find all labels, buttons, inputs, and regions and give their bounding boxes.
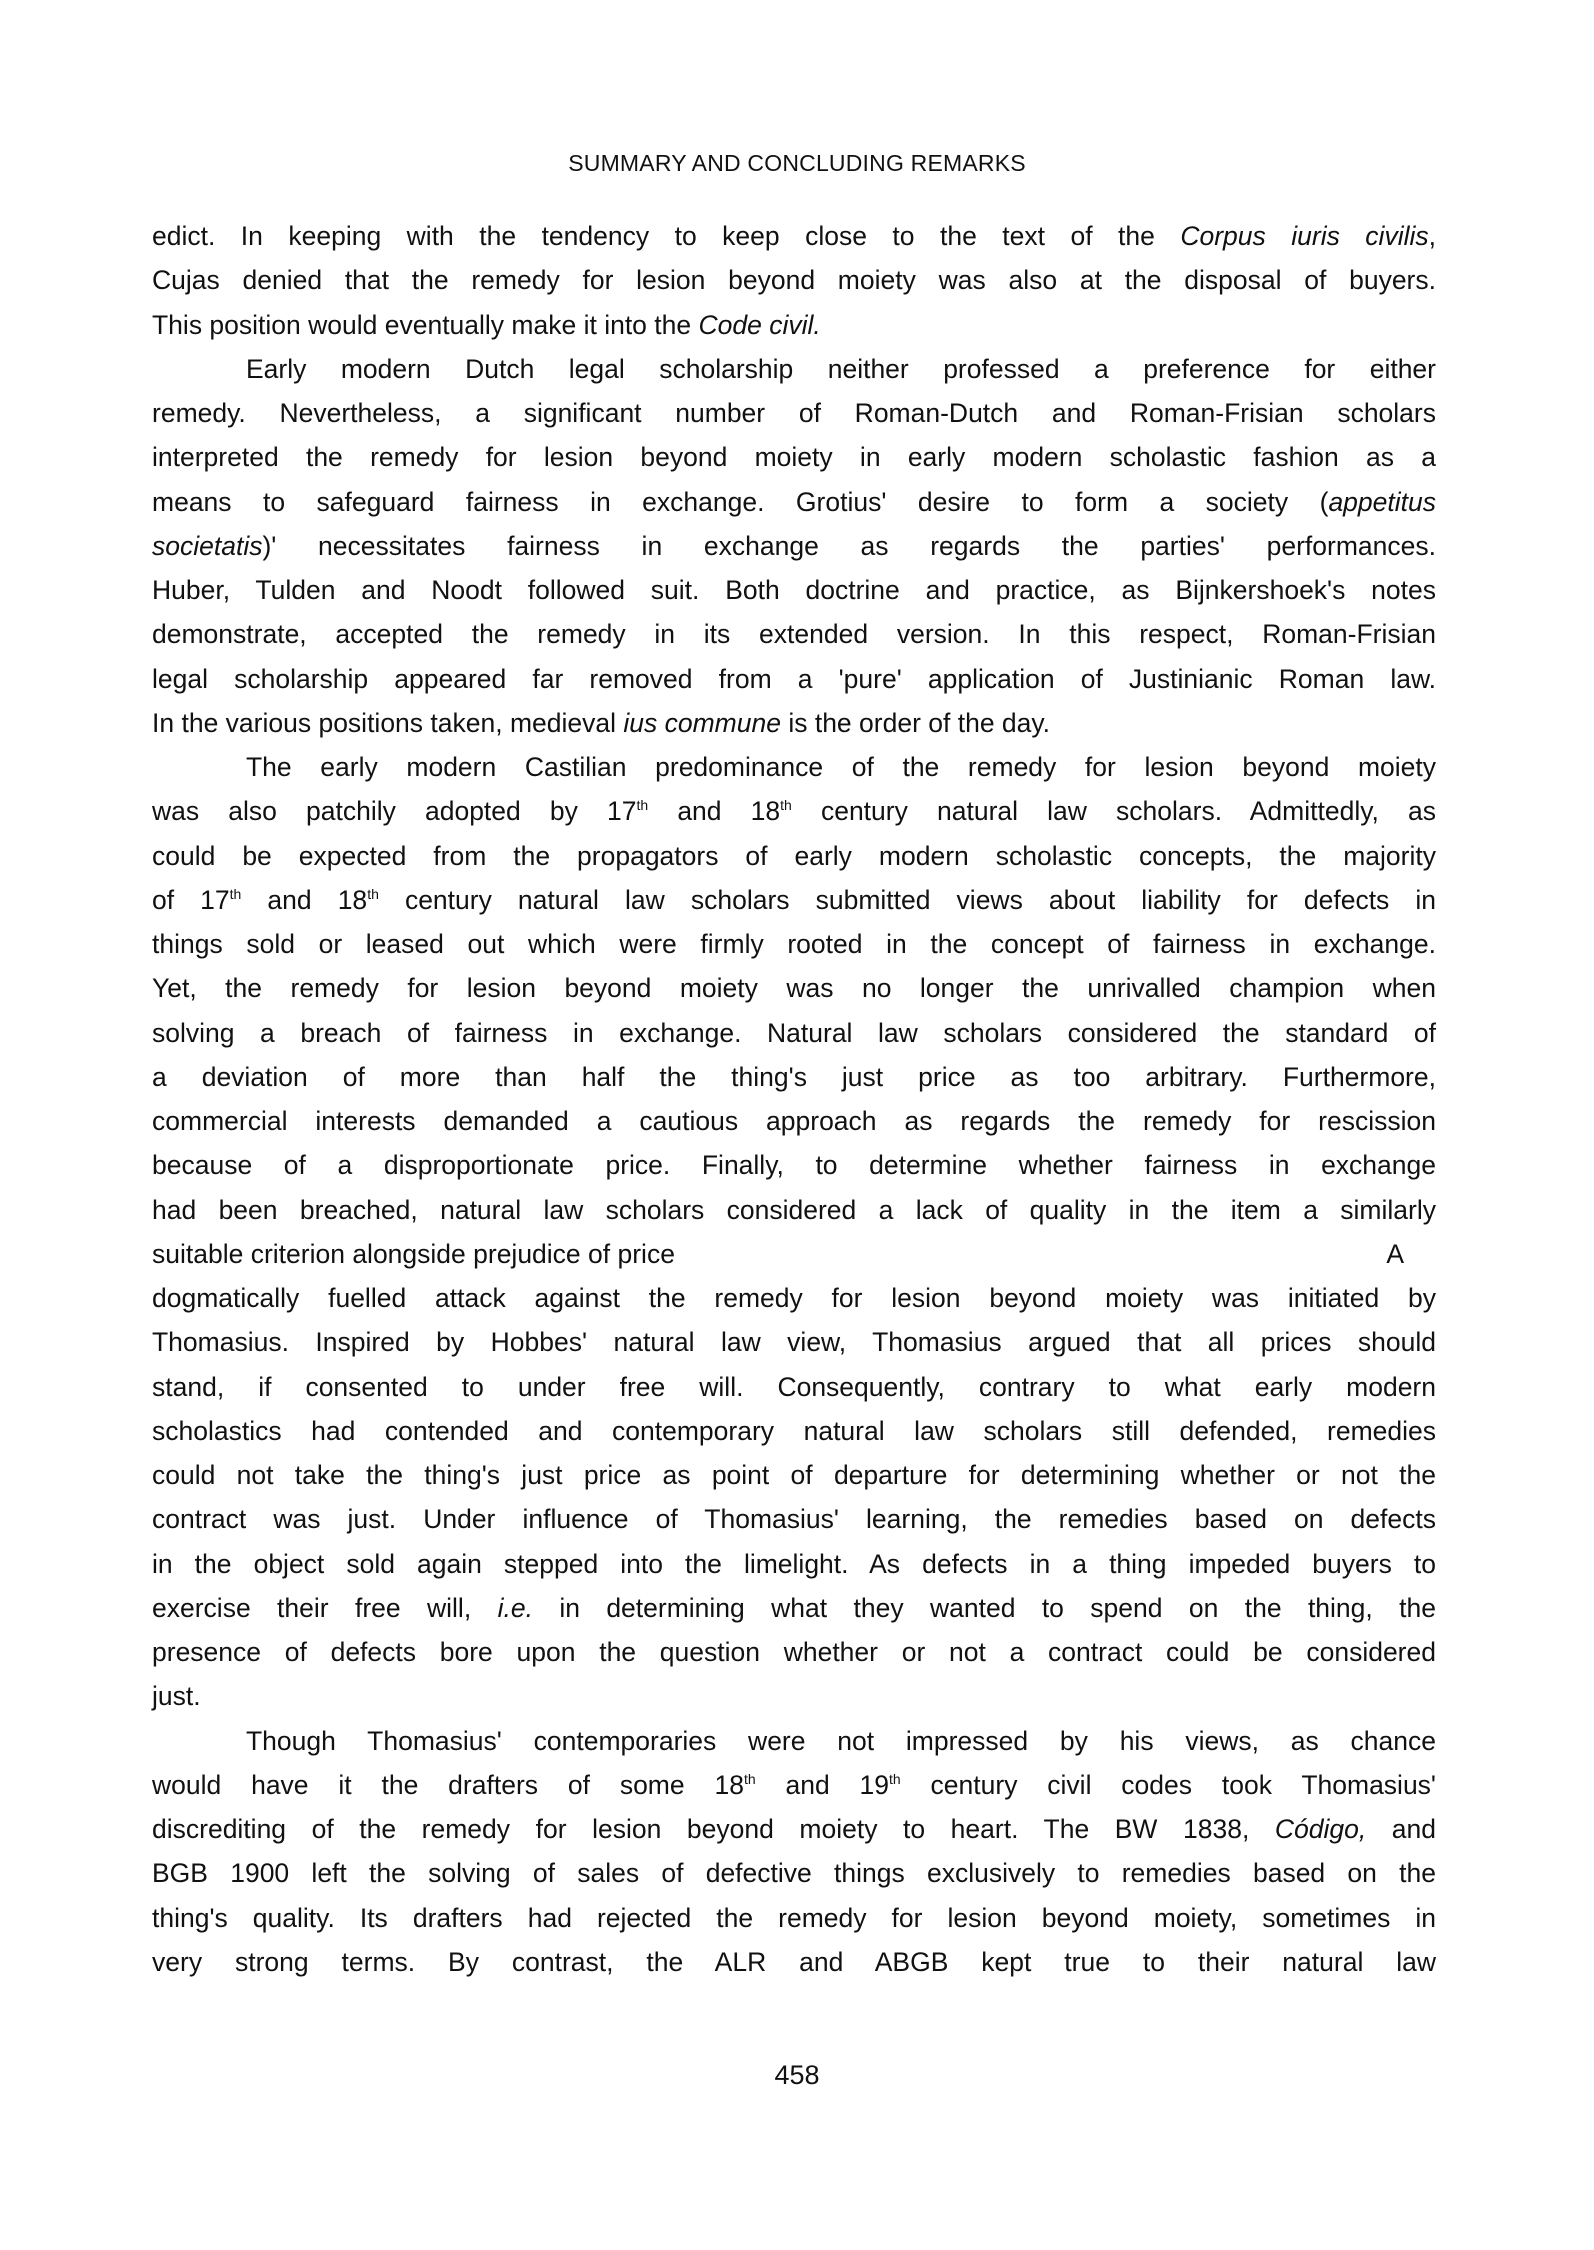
text-run: This position would eventually make it into the [152, 309, 699, 340]
text-run: scholastics had contended and contemporary natural law scholars still defended, remedies [152, 1415, 1436, 1446]
text-run: century natural law scholars submitted views about liability for defects in [378, 884, 1436, 915]
page-number: 458 [774, 2060, 820, 2090]
text-line [152, 1453, 1436, 1497]
text-line [152, 214, 1436, 258]
text-run: could not take the thing's just price as point of departure for determining whether or not the [152, 1460, 1436, 1490]
text-line [152, 1188, 1436, 1232]
text-run: just. [152, 1681, 201, 1712]
text-run: Cujas denied that the remedy for lesion beyond moiety was also at the disposal of buyers. [152, 265, 1436, 296]
superscript: th [743, 1770, 756, 1787]
text-run: The early modern Castilian predominance of the remedy for lesion beyond moiety [246, 752, 1436, 782]
text-run: Early modern Dutch legal scholarship neither professed a preference for either [246, 353, 1436, 384]
text-line [152, 1276, 1436, 1320]
text-line [152, 1851, 1436, 1895]
text-run: Yet, the remedy for lesion beyond moiety was no longer the unrivalled champion when [152, 973, 1436, 1004]
text-run: could be expected from the propagators of early modern scholastic concepts, the majority [152, 840, 1436, 871]
text-line [152, 745, 1436, 789]
body-text [152, 214, 1436, 1984]
text-line [152, 1719, 1436, 1763]
text-run: , [1428, 221, 1436, 251]
text-line [152, 568, 1436, 612]
text-run: A [1386, 1238, 1404, 1269]
text-run: solving a breach of fairness in exchange. Natural law scholars considered the standard of [152, 1017, 1436, 1048]
text-run: demonstrate, accepted the remedy in its extended version. In this respect, Roman-Frisian [152, 619, 1436, 650]
text-run: discrediting of the remedy for lesion beyond moiety to heart. The BW 1838, [152, 1814, 1275, 1844]
text-run: Though Thomasius' contemporaries were not impressed by his views, as chance [246, 1725, 1436, 1756]
text-run: presence of defects bore upon the question whether or not a contract could be considered [152, 1637, 1436, 1667]
text-line [152, 1497, 1436, 1541]
text-run: interpreted the remedy for lesion beyond moiety in early modern scholastic fashion as a [152, 442, 1436, 473]
text-line [152, 922, 1436, 966]
text-run: in the object sold again stepped into the limelight. As defects in a thing impeded buyers to [152, 1548, 1436, 1579]
text-line [152, 1940, 1436, 1984]
text-line [152, 1232, 1436, 1276]
italic-text: i.e. [497, 1592, 533, 1623]
text-line [152, 1365, 1436, 1409]
text-line [152, 1055, 1436, 1099]
text-run: Huber, Tulden and Noodt followed suit. Both doctrine and practice, as Bijnkershoek's notes [152, 575, 1436, 605]
text-run: legal scholarship appeared far removed from a 'pure' application of Justinianic Roman law. [152, 663, 1436, 694]
text-line [152, 612, 1436, 656]
text-run: commercial interests demanded a cautious approach as regards the remedy for rescission [152, 1106, 1436, 1136]
text-line [152, 1409, 1436, 1453]
text-line [152, 303, 1436, 347]
text-line [152, 1011, 1436, 1055]
running-header: SUMMARY AND CONCLUDING REMARKS [568, 150, 1026, 176]
text-line [152, 524, 1436, 568]
text-run: contract was just. Under influence of Thomasius' learning, the remedies based on defects [152, 1504, 1436, 1535]
text-run: because of a disproportionate price. Finally, to determine whether fairness in exchange [152, 1150, 1436, 1181]
text-run: remedy. Nevertheless, a significant number of Roman-Dutch and Roman-Frisian scholars [152, 398, 1436, 428]
text-line [152, 391, 1436, 435]
text-run: is the order of the day. [780, 707, 1051, 738]
italic-text: ius commune [623, 707, 781, 738]
text-line [152, 258, 1436, 302]
text-line [152, 834, 1436, 878]
text-line [152, 966, 1436, 1010]
text-run: century civil codes took Thomasius' [900, 1769, 1436, 1800]
text-line [152, 878, 1436, 922]
text-run: BGB 1900 left the solving of sales of defective things exclusively to remedies based on the [152, 1858, 1436, 1889]
text-run: and 18 [241, 884, 368, 915]
text-run: was also patchily adopted by 17 [152, 796, 637, 827]
text-run: things sold or leased out which were firmly rooted in the concept of fairness in exchange. [152, 929, 1436, 959]
text-line [152, 1763, 1436, 1807]
text-line [152, 789, 1436, 833]
text-line [152, 1542, 1436, 1586]
text-run: exercise their free will, [152, 1592, 498, 1623]
italic-text: societatis [152, 530, 263, 561]
text-run: edict. In keeping with the tendency to keep close to the text of the [152, 221, 1181, 251]
text-line [152, 1099, 1436, 1143]
superscript: th [636, 797, 649, 814]
text-run: )' necessitates fairness in exchange as regards the parties' performances. [262, 530, 1436, 561]
text-run: would have it the drafters of some 18 [152, 1769, 744, 1800]
superscript: th [367, 885, 379, 902]
text-run: of 17 [152, 884, 230, 915]
text-line [152, 1586, 1436, 1630]
text-line [152, 1630, 1436, 1674]
text-line [152, 1896, 1436, 1940]
text-run: and 19 [755, 1769, 890, 1800]
text-line [152, 1674, 1436, 1718]
text-run: In the various positions taken, medieval [152, 707, 624, 738]
text-run: and 18 [648, 796, 781, 827]
text-line [152, 480, 1436, 524]
text-line [152, 1143, 1436, 1187]
superscript: th [889, 1770, 901, 1787]
text-run: stand, if consented to under free will. Consequently, contrary to what early modern [152, 1371, 1436, 1402]
text-line [152, 1320, 1436, 1364]
text-line [152, 1807, 1436, 1851]
italic-text: Código, [1274, 1814, 1367, 1844]
text-line [152, 347, 1436, 391]
text-run: very strong terms. By contrast, the ALR and ABGB kept true to their natural law [152, 1946, 1436, 1977]
text-run: had been breached, natural law scholars considered a lack of quality in the item a similarly [152, 1194, 1436, 1225]
text-run: dogmatically fuelled attack against the remedy for lesion beyond moiety was initiated by [152, 1283, 1436, 1313]
text-run: thing's quality. Its drafters had rejected the remedy for lesion beyond moiety, sometimes in [152, 1902, 1436, 1933]
italic-text: Code civil. [698, 309, 821, 340]
superscript: th [780, 797, 792, 814]
italic-text: Corpus iuris civilis [1180, 221, 1429, 251]
text-run: a deviation of more than half the thing's just price as too arbitrary. Furthermore, [152, 1061, 1436, 1092]
superscript: th [229, 885, 242, 902]
text-run: means to safeguard fairness in exchange. Grotius' desire to form a society ( [152, 486, 1329, 517]
text-run: in determining what they wanted to spend on the thing, the [532, 1592, 1436, 1623]
text-line [152, 657, 1436, 701]
text-run: century natural law scholars. Admittedly, as [791, 796, 1436, 827]
text-run: Thomasius. Inspired by Hobbes' natural law view, Thomasius argued that all prices should [152, 1327, 1436, 1358]
italic-text: appetitus [1328, 486, 1436, 517]
text-run: suitable criterion alongside prejudice of price [152, 1238, 675, 1269]
text-line [152, 701, 1436, 745]
text-run: and [1366, 1814, 1436, 1844]
text-line [152, 435, 1436, 479]
